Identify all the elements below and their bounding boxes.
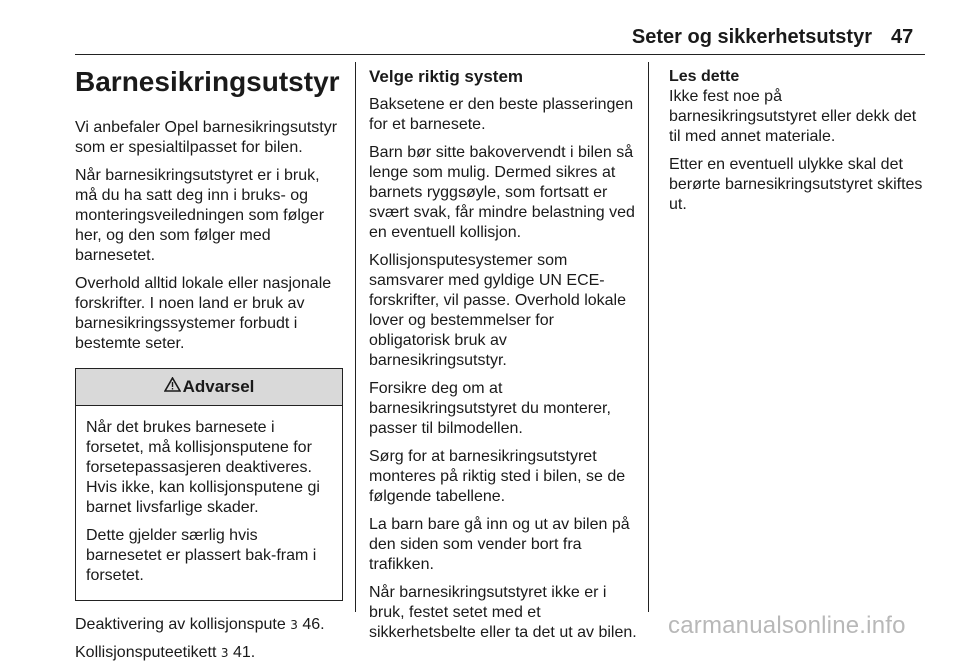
running-header-title: Seter og sikkerhetsutstyr [631,26,872,48]
column-divider [648,62,649,612]
section-heading: Barnesikringsutstyr [75,66,340,97]
paragraph: La barn bare gå inn og ut av bilen på den siden som vender bort fra trafikken. [369,516,630,573]
cross-reference-text: Kollisjonsputeetikett [75,644,217,661]
cross-reference-text: Deaktivering av kollisjonspute [75,616,286,633]
paragraph: Når barnesikringsutstyret er i bruk, må du ha satt deg inn i bruks- og monteringsveiledningen som følger her, og den som følger med barnesetet. [75,167,325,264]
paragraph: Når barnesikringsutstyret ikke er i bruk, festet setet med et sikkerhetsbelte eller ta det ut av bilen. [369,584,637,641]
page-arrow-icon: 3 [290,618,298,632]
subsection-heading: Velge riktig system [369,67,524,86]
warning-title: Advarsel [182,377,255,396]
watermark: carmanualsonline.info [668,612,906,639]
paragraph: Etter en eventuell ulykke skal det berørte barnesikringsutstyret skiftes ut. [669,156,923,213]
paragraph: Kollisjonsputesystemer som samsvarer med gyldige UN ECE-forskrifter, vil passe. Overhold lokale lover og bestemmelser for obligatorisk bruk av barnesikringsutstyr. [369,252,626,369]
page-number: 47 [891,26,914,48]
paragraph: Vi anbefaler Opel barnesikringsutstyr som er spesialtilpasset for bilen. [75,119,338,156]
column-left [75,62,343,671]
cross-reference-page: 46. [302,616,325,633]
paragraph: Forsikre deg om at barnesikringsutstyret du monterer, passer til bilmodellen. [369,380,611,437]
cross-reference-page: 41. [232,644,256,661]
warning-body [76,406,342,600]
note-text: Ikke fest noe på barnesikringsutstyret eller dekk det til med annet materiale. [669,88,917,145]
note-title: Les dette [669,68,740,85]
warning-box [75,368,343,601]
column-divider [355,62,356,612]
paragraph: Baksetene er den beste plasseringen for et barnesete. [369,96,634,133]
warning-triangle-icon [164,377,181,398]
warning-header [76,369,342,406]
column-middle [369,67,637,651]
header-divider [75,54,925,55]
page-arrow-icon: 3 [220,646,229,660]
paragraph: Sørg for at barnesikringsutstyret monteres på riktig sted i bilen, se de følgende tabellene. [369,448,626,505]
paragraph: Overhold alltid lokale eller nasjonale forskrifter. I noen land er bruk av barnesikringssystemer forbudt i bestemte seter. [75,275,332,352]
cross-reference[interactable] [75,615,343,635]
warning-paragraph: Når det brukes barnesete i forsetet, må kollisjonsputene for forsetepassasjeren deaktiveres. Hvis ikke, kan kollisjonsputene gi barnet livsfarlige skader. [86,419,320,516]
warning-paragraph: Dette gjelder særlig hvis barnesetet er plassert bak-fram i forsetet. [86,527,317,584]
cross-reference[interactable] [75,643,343,663]
paragraph: Barn bør sitte bakovervendt i bilen så lenge som mulig. Dermed sikres at barnets ryggsøyle, som fortsatt er svært svak, får mindre belastning ved en eventuell kollisjon. [369,144,635,241]
column-right [669,67,931,223]
